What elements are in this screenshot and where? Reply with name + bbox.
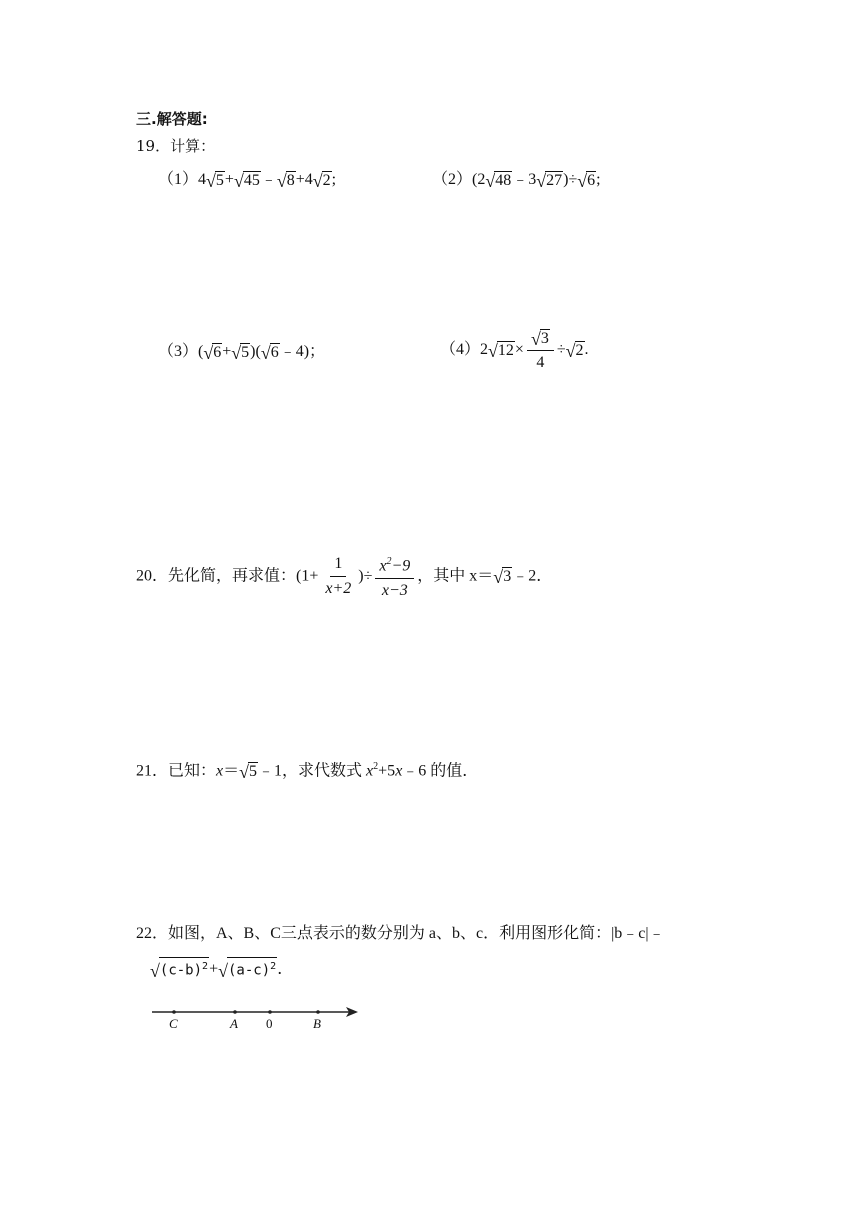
sqrt-6: √ 6 [577, 171, 596, 191]
label-a: A [230, 1016, 238, 1031]
point-b [316, 1010, 320, 1014]
sqrt-27: √ 27 [536, 171, 563, 191]
sqrt-a-minus-c-squared: √ $(a-c)^2$ [218, 957, 277, 980]
section-title: 三.解答题: [136, 110, 208, 128]
label-c: C [169, 1016, 178, 1031]
sqrt-2: √ 2 [565, 341, 584, 362]
point-origin [268, 1010, 272, 1014]
fraction-1-over-x-plus-2: $\frac{1}{x+2}$ [325, 555, 352, 598]
number-line [150, 1000, 370, 1040]
label-origin: 0 [266, 1016, 273, 1031]
sqrt-2: √ 2 [312, 171, 331, 191]
sqrt-12: √ 12 [488, 341, 514, 362]
q19-part-2: （2）(2 √ 48 ﹣3 √ 27 )÷ √ 6 ; [432, 171, 601, 191]
q19-part-4: （4）2 √ 12 × √ 3 4 ÷ √ 2 . [440, 329, 589, 371]
sqrt-5: √ 5 [206, 171, 224, 191]
sqrt-45: √ 45 [233, 171, 260, 191]
sqrt-3: √ 3 [493, 567, 512, 588]
question-21: 21．已知：x＝ √ 5 ﹣1，求代数式 $x^2+5x﹣6$ 的值． [136, 761, 479, 783]
point-a [233, 1010, 237, 1014]
sqrt-6: √ 6 [203, 343, 222, 363]
sqrt-6: √ 6 [260, 343, 279, 363]
question-20: 20．先化简，再求值：(1+ $\frac{1}{x+2}$ )÷ $\frac{x^2-9}{x-3}$ ，其中 x＝ √ 3 ﹣2． [136, 552, 552, 601]
question-22-line-2: √ $(c-b)^2$ + √ $(a-c)^2$ ． [150, 957, 293, 982]
q19-part-3: （3）( √ 6 + √ 5 )( √ 6 ﹣4)； [158, 343, 326, 363]
sqrt-c-minus-b-squared: √ $(c-b)^2$ [150, 957, 209, 980]
fraction-sqrt3-over-4: √ 3 4 [527, 328, 554, 373]
fraction-x2-9-over-x-3: $\frac{x^2-9}{x-3}$ [375, 552, 414, 601]
question-19-label: 19．计算： [136, 137, 216, 155]
number-line-figure [150, 1000, 370, 1040]
sqrt-5: √ 5 [239, 762, 258, 783]
label-b: B [313, 1016, 321, 1031]
sqrt-8: √ 8 [276, 171, 295, 191]
question-22-line-1: 22．如图，A、B、C三点表示的数分别为 a、b、c．利用图形化简：|b﹣c|﹣ [136, 925, 665, 942]
point-c [172, 1010, 176, 1014]
sqrt-5: √ 5 [231, 343, 250, 363]
q19-part-1: （1）4 √ 5 + √ 45 ﹣ √ 8 +4 √ 2 ; [158, 171, 337, 191]
sqrt-48: √ 48 [485, 171, 512, 191]
sqrt-3: √ 3 [530, 329, 549, 349]
